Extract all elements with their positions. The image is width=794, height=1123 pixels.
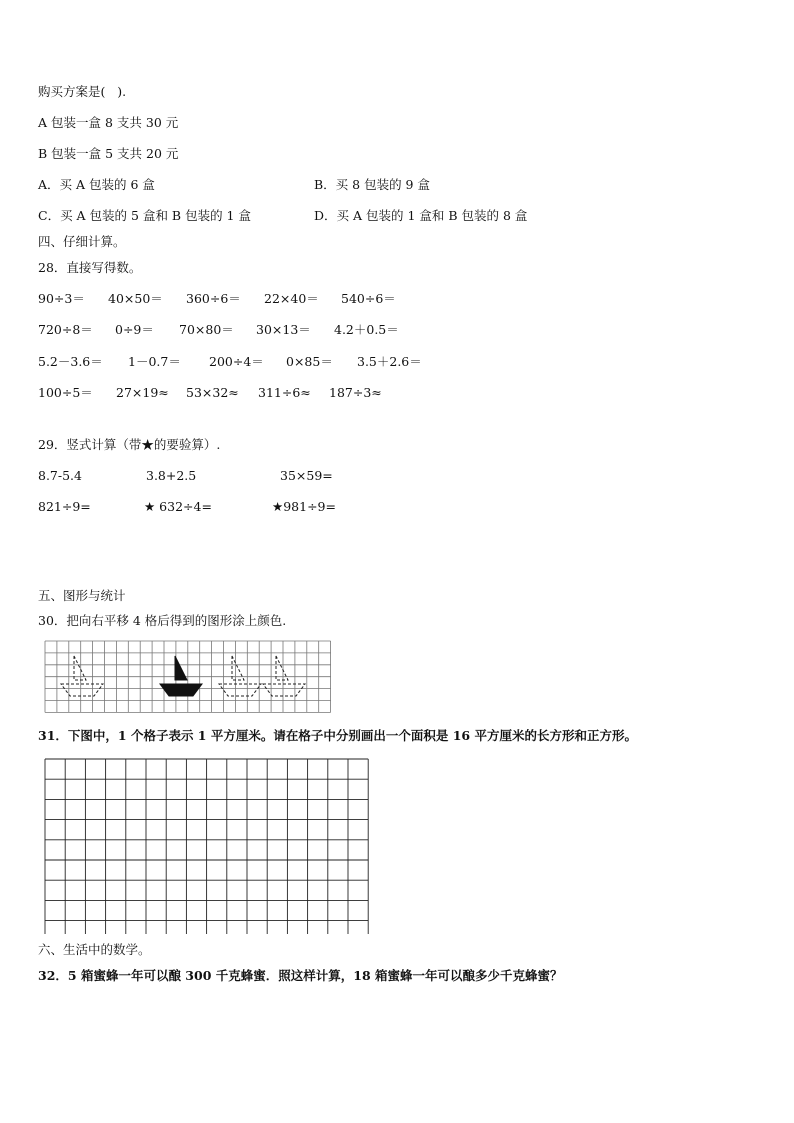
q29-item: 8.7-5.4: [38, 468, 82, 483]
section-5-title: 五、图形与统计: [38, 588, 126, 603]
q27-stem: 购买方案是( ).: [38, 84, 127, 99]
q32-title: 32．5 箱蜜蜂一年可以酿 300 千克蜂蜜．照这样计算，18 箱蜜蜂一年可以酿多少千克蜂蜜？: [38, 968, 563, 983]
dashed-boat-2: [219, 656, 261, 696]
q29-item: 3.8+2.5: [146, 468, 197, 483]
q28-item: 0÷9＝: [115, 322, 154, 337]
q28-item: 1－0.7＝: [128, 354, 181, 369]
q28-item: 3.5＋2.6＝: [357, 354, 422, 369]
dashed-boat-3: [263, 656, 305, 696]
q31-grid: [44, 758, 372, 934]
q28-item: 40×50＝: [108, 291, 163, 306]
q28-item: 5.2－3.6＝: [38, 354, 103, 369]
q28-item: 22×40＝: [264, 291, 319, 306]
q28-item: 90÷3＝: [38, 291, 85, 306]
q31-title: 31．下图中，1 个格子表示 1 平方厘米。请在格子中分别画出一个面积是 16 平方厘米的长方形和正方形。: [38, 728, 637, 743]
q28-item: 187÷3≈: [329, 385, 382, 400]
q29-title: 29．竖式计算（带★的要验算）.: [38, 437, 221, 452]
q28-item: 200÷4＝: [209, 354, 264, 369]
q29-item: ★ 632÷4=: [144, 499, 212, 514]
q27-option-b: B．买 8 包装的 9 盒: [314, 177, 430, 192]
q28-title: 28．直接写得数。: [38, 260, 142, 275]
q28-item: 100÷5＝: [38, 385, 93, 400]
q28-item: 30×13＝: [256, 322, 311, 337]
q28-item: 540÷6＝: [341, 291, 396, 306]
q29-item: 821÷9=: [38, 499, 91, 514]
q27-option-c: C．买 A 包装的 5 盒和 B 包装的 1 盒: [38, 208, 251, 223]
q27-option-a: A．买 A 包装的 6 盒: [38, 177, 155, 192]
q29-item: 35×59=: [280, 468, 333, 483]
q28-item: 0×85＝: [286, 354, 333, 369]
q29-item: ★981÷9=: [272, 499, 336, 514]
q30-title: 30．把向右平移 4 格后得到的图形涂上颜色.: [38, 613, 287, 628]
q27-pack-a: A 包装一盒 8 支共 30 元: [38, 115, 179, 130]
q28-item: 53×32≈: [186, 385, 239, 400]
dashed-boat-1: [61, 656, 103, 696]
q30-grid: [45, 641, 331, 712]
q27-option-d: D．买 A 包装的 1 盒和 B 包装的 8 盒: [314, 208, 528, 223]
q30-grid-figure: [44, 640, 334, 716]
q27-pack-b: B 包装一盒 5 支共 20 元: [38, 146, 179, 161]
q28-item: 720÷8＝: [38, 322, 93, 337]
solid-black-boat: [160, 656, 202, 696]
q28-item: 311÷6≈: [258, 385, 311, 400]
q28-item: 4.2＋0.5＝: [334, 322, 399, 337]
section-6-title: 六、生活中的数学。: [38, 942, 151, 957]
q28-item: 27×19≈: [116, 385, 169, 400]
section-4-title: 四、仔细计算。: [38, 234, 126, 249]
q28-item: 70×80＝: [179, 322, 234, 337]
q28-item: 360÷6＝: [186, 291, 241, 306]
